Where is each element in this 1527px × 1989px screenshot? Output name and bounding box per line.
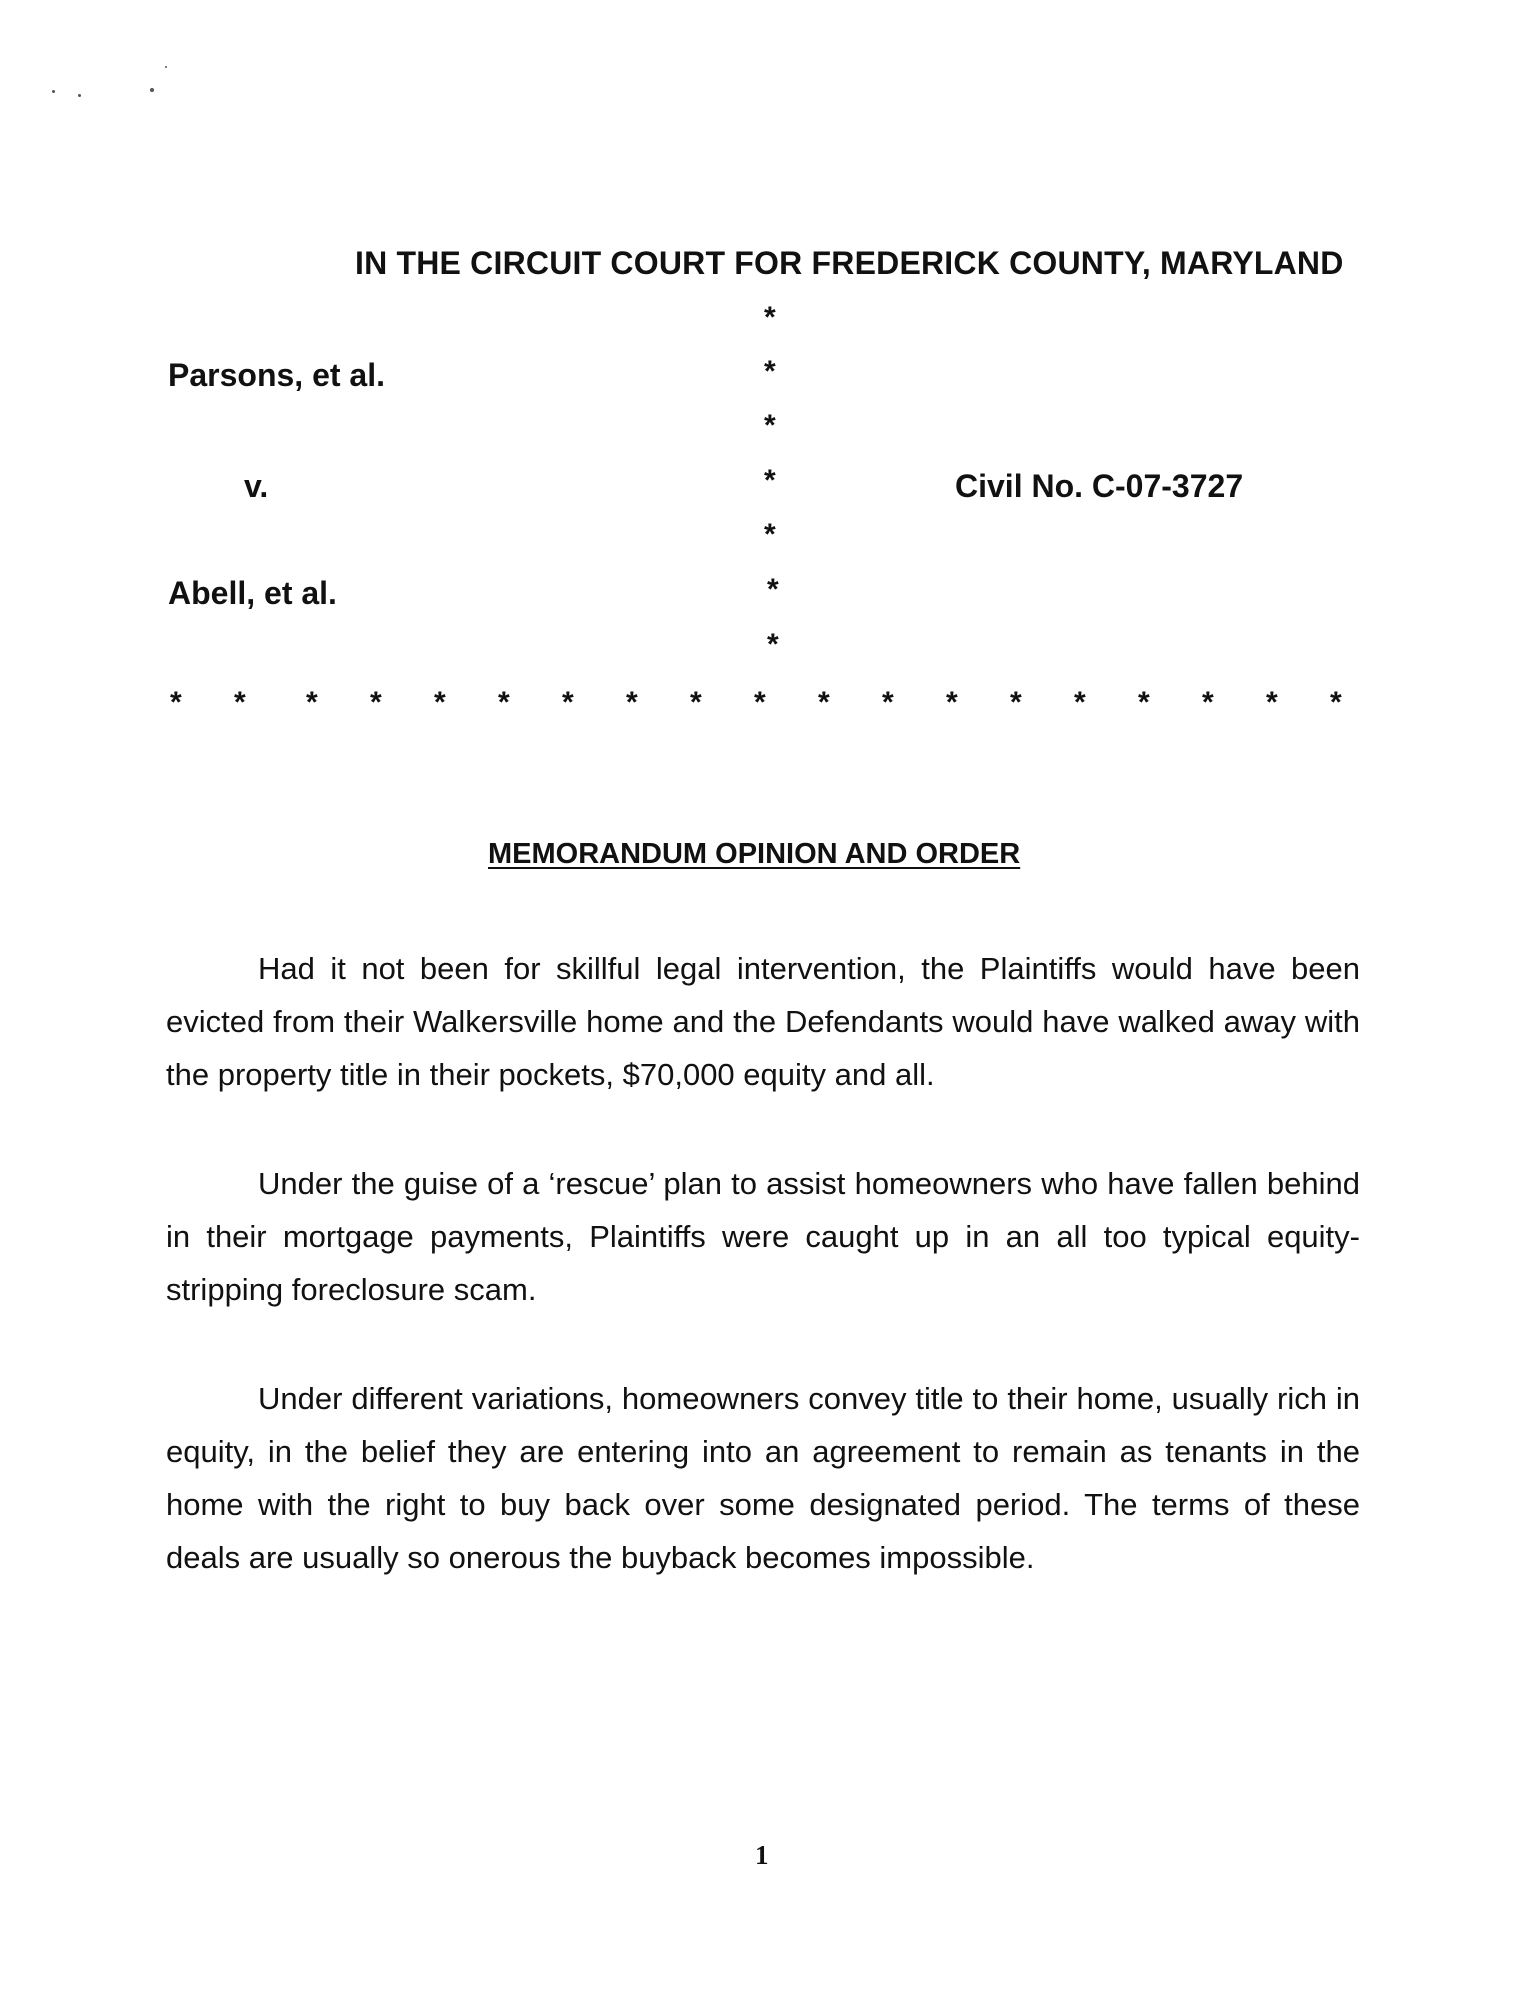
caption-star: * [562,686,574,719]
caption-star: * [306,686,318,719]
caption-star: * [882,686,894,719]
scan-speck [78,94,81,97]
page-number: 1 [755,1840,769,1870]
caption-star: * [1138,686,1150,719]
case-number: Civil No. C-07-3727 [955,468,1244,504]
caption-star: * [946,686,958,719]
body-paragraph: Had it not been for skillful legal intervention, the Plaintiffs would have been evicted from their Walkersville home and the Defendants would have walked away with the property title in their pockets, $70,000 equity and all. [166,951,1360,1092]
caption-star: * [1074,686,1086,719]
body-paragraph: Under different variations, homeowners convey title to their home, usually rich in equity, in the belief they are entering into an agreement to remain as tenants in the home with the right to buy back over some designated period. The terms of these deals are usually so onerous the buyback becomes impossible. [166,1381,1360,1575]
caption-star: * [234,686,246,719]
caption-star: * [764,464,776,497]
caption-star: * [170,686,182,719]
scan-speck [165,66,167,68]
caption-star: * [767,573,779,606]
caption-star: * [434,686,446,719]
scan-speck [52,90,55,93]
versus-label: v. [244,468,269,504]
scan-speck [150,88,154,92]
caption-star: * [626,686,638,719]
caption-star: * [1202,686,1214,719]
caption-star: * [764,301,776,334]
caption-star: * [498,686,510,719]
body-paragraph: Under the guise of a ‘rescue’ plan to assist homeowners who have fallen behind in their mortgage payments, Plaintiffs were caught up in an all too typical equity-stripping foreclosure scam. [166,1166,1360,1307]
caption-star: * [1266,686,1278,719]
caption-star: * [764,518,776,551]
caption-star: * [690,686,702,719]
document-heading: MEMORANDUM OPINION AND ORDER [488,838,1021,870]
caption-star: * [1330,686,1342,719]
caption-star: * [754,686,766,719]
defendant-name: Abell, et al. [168,575,337,611]
caption-star: * [764,409,776,442]
caption-star: * [764,355,776,388]
caption-star: * [1010,686,1022,719]
caption-star: * [767,628,779,661]
caption-star: * [370,686,382,719]
court-header: IN THE CIRCUIT COURT FOR FREDERICK COUNTY, MARYLAND [355,245,1344,281]
caption-star: * [818,686,830,719]
plaintiff-name: Parsons, et al. [168,357,385,393]
